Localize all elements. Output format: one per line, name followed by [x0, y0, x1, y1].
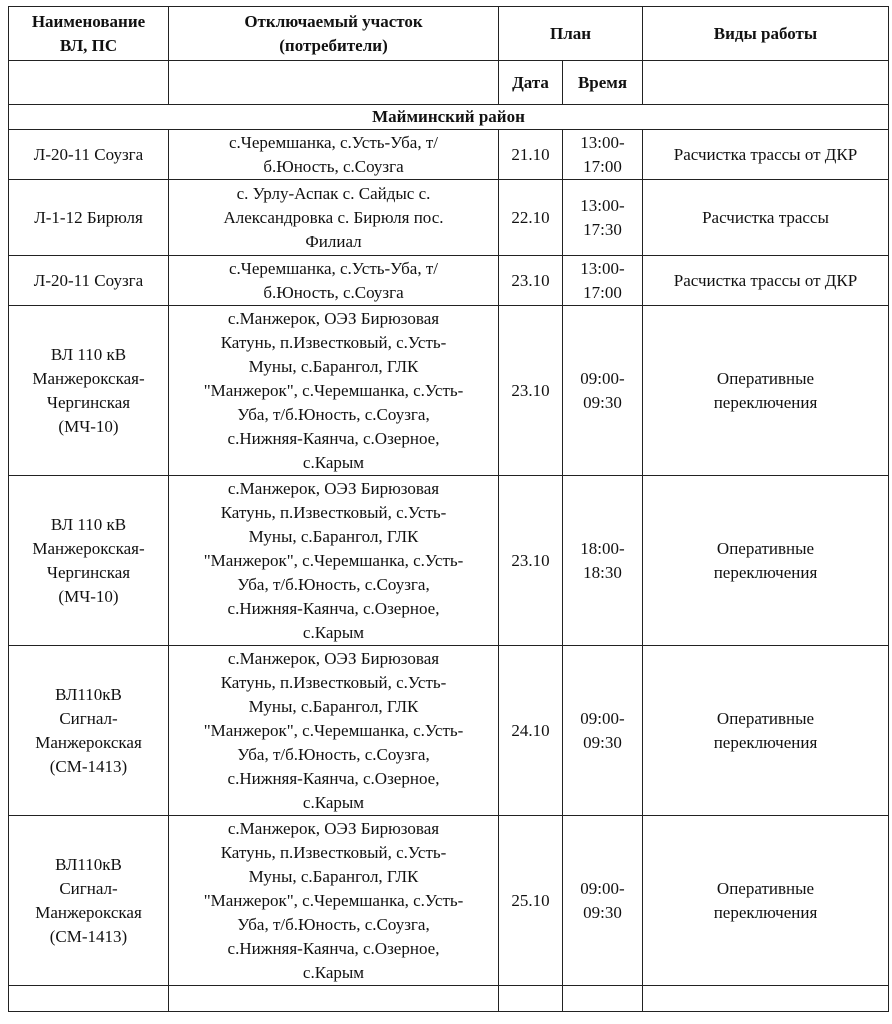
cell-time: 13:00- 17:00: [563, 256, 643, 306]
cell-line-name: ВЛ110кВ Сигнал- Манжерокская (СМ-1413): [9, 646, 169, 816]
cell-time: 13:00- 17:00: [563, 130, 643, 180]
cell-time: 13:00- 17:30: [563, 180, 643, 256]
cell-work-type: Оперативные переключения: [643, 646, 889, 816]
empty-cell: [499, 986, 563, 1012]
table-row: [9, 130, 889, 180]
empty-cell: [9, 986, 169, 1012]
outage-schedule-table: [8, 6, 889, 1012]
cell-work-type: Расчистка трассы: [643, 180, 889, 256]
cell-work-type: Оперативные переключения: [643, 816, 889, 986]
cell-work-type: Оперативные переключения: [643, 306, 889, 476]
table-row: [9, 180, 889, 256]
table-row: [9, 256, 889, 306]
cell-section: с.Черемшанка, с.Усть-Уба, т/ б.Юность, с.Соузга: [169, 256, 499, 306]
cell-date: 24.10: [499, 646, 563, 816]
cell-work-type: Оперативные переключения: [643, 476, 889, 646]
cell-date: 25.10: [499, 816, 563, 986]
cell-section: с.Манжерок, ОЭЗ Бирюзовая Катунь, п.Известковый, с.Усть- Муны, с.Барангол, ГЛК "Манжерок", с.Черемшанка, с.Усть- Уба, т/б.Юность, с.Соузга, с.Нижняя-Каянча, с.Озерное, с.Карым: [169, 476, 499, 646]
cell-work-type: Расчистка трассы от ДКР: [643, 256, 889, 306]
empty-cell: [169, 986, 499, 1012]
cell-date: 21.10: [499, 130, 563, 180]
cell-section: с.Черемшанка, с.Усть-Уба, т/ б.Юность, с.Соузга: [169, 130, 499, 180]
header-empty-line: [9, 61, 169, 105]
cell-section: с.Манжерок, ОЭЗ Бирюзовая Катунь, п.Известковый, с.Усть- Муны, с.Барангол, ГЛК "Манжерок", с.Черемшанка, с.Усть- Уба, т/б.Юность, с.Соузга, с.Нижняя-Каянча, с.Озерное, с.Карым: [169, 816, 499, 986]
table-row: [9, 816, 889, 986]
header-work-type: Виды работы: [643, 7, 889, 61]
cell-date: 23.10: [499, 476, 563, 646]
cell-time: 09:00- 09:30: [563, 816, 643, 986]
table-row: [9, 306, 889, 476]
cell-section: с.Манжерок, ОЭЗ Бирюзовая Катунь, п.Известковый, с.Усть- Муны, с.Барангол, ГЛК "Манжерок", с.Черемшанка, с.Усть- Уба, т/б.Юность, с.Соузга, с.Нижняя-Каянча, с.Озерное, с.Карым: [169, 306, 499, 476]
cell-time: 09:00- 09:30: [563, 306, 643, 476]
empty-row: [9, 986, 889, 1012]
header-empty-work: [643, 61, 889, 105]
cell-line-name: ВЛ 110 кВ Манжерокская- Чергинская (МЧ-10): [9, 476, 169, 646]
district-row: Майминский район: [9, 105, 889, 130]
header-line-name: Наименование ВЛ, ПС: [9, 7, 169, 61]
cell-date: 23.10: [499, 306, 563, 476]
table-row: [9, 476, 889, 646]
cell-date: 23.10: [499, 256, 563, 306]
header-time: Время: [563, 61, 643, 105]
cell-date: 22.10: [499, 180, 563, 256]
cell-line-name: Л-1-12 Бирюля: [9, 180, 169, 256]
cell-line-name: ВЛ110кВ Сигнал- Манжерокская (СМ-1413): [9, 816, 169, 986]
cell-section: с.Манжерок, ОЭЗ Бирюзовая Катунь, п.Известковый, с.Усть- Муны, с.Барангол, ГЛК "Манжерок", с.Черемшанка, с.Усть- Уба, т/б.Юность, с.Соузга, с.Нижняя-Каянча, с.Озерное, с.Карым: [169, 646, 499, 816]
cell-section: с. Урлу-Аспак с. Сайдыс с. Александровка с. Бирюля пос. Филиал: [169, 180, 499, 256]
cell-line-name: Л-20-11 Соузга: [9, 130, 169, 180]
table-row: [9, 646, 889, 816]
cell-time: 09:00- 09:30: [563, 646, 643, 816]
cell-line-name: ВЛ 110 кВ Манжерокская- Чергинская (МЧ-10): [9, 306, 169, 476]
empty-cell: [643, 986, 889, 1012]
cell-time: 18:00- 18:30: [563, 476, 643, 646]
header-plan: План: [499, 7, 643, 61]
empty-cell: [563, 986, 643, 1012]
header-date: Дата: [499, 61, 563, 105]
header-empty-section: [169, 61, 499, 105]
header-section: Отключаемый участок (потребители): [169, 7, 499, 61]
cell-work-type: Расчистка трассы от ДКР: [643, 130, 889, 180]
cell-line-name: Л-20-11 Соузга: [9, 256, 169, 306]
